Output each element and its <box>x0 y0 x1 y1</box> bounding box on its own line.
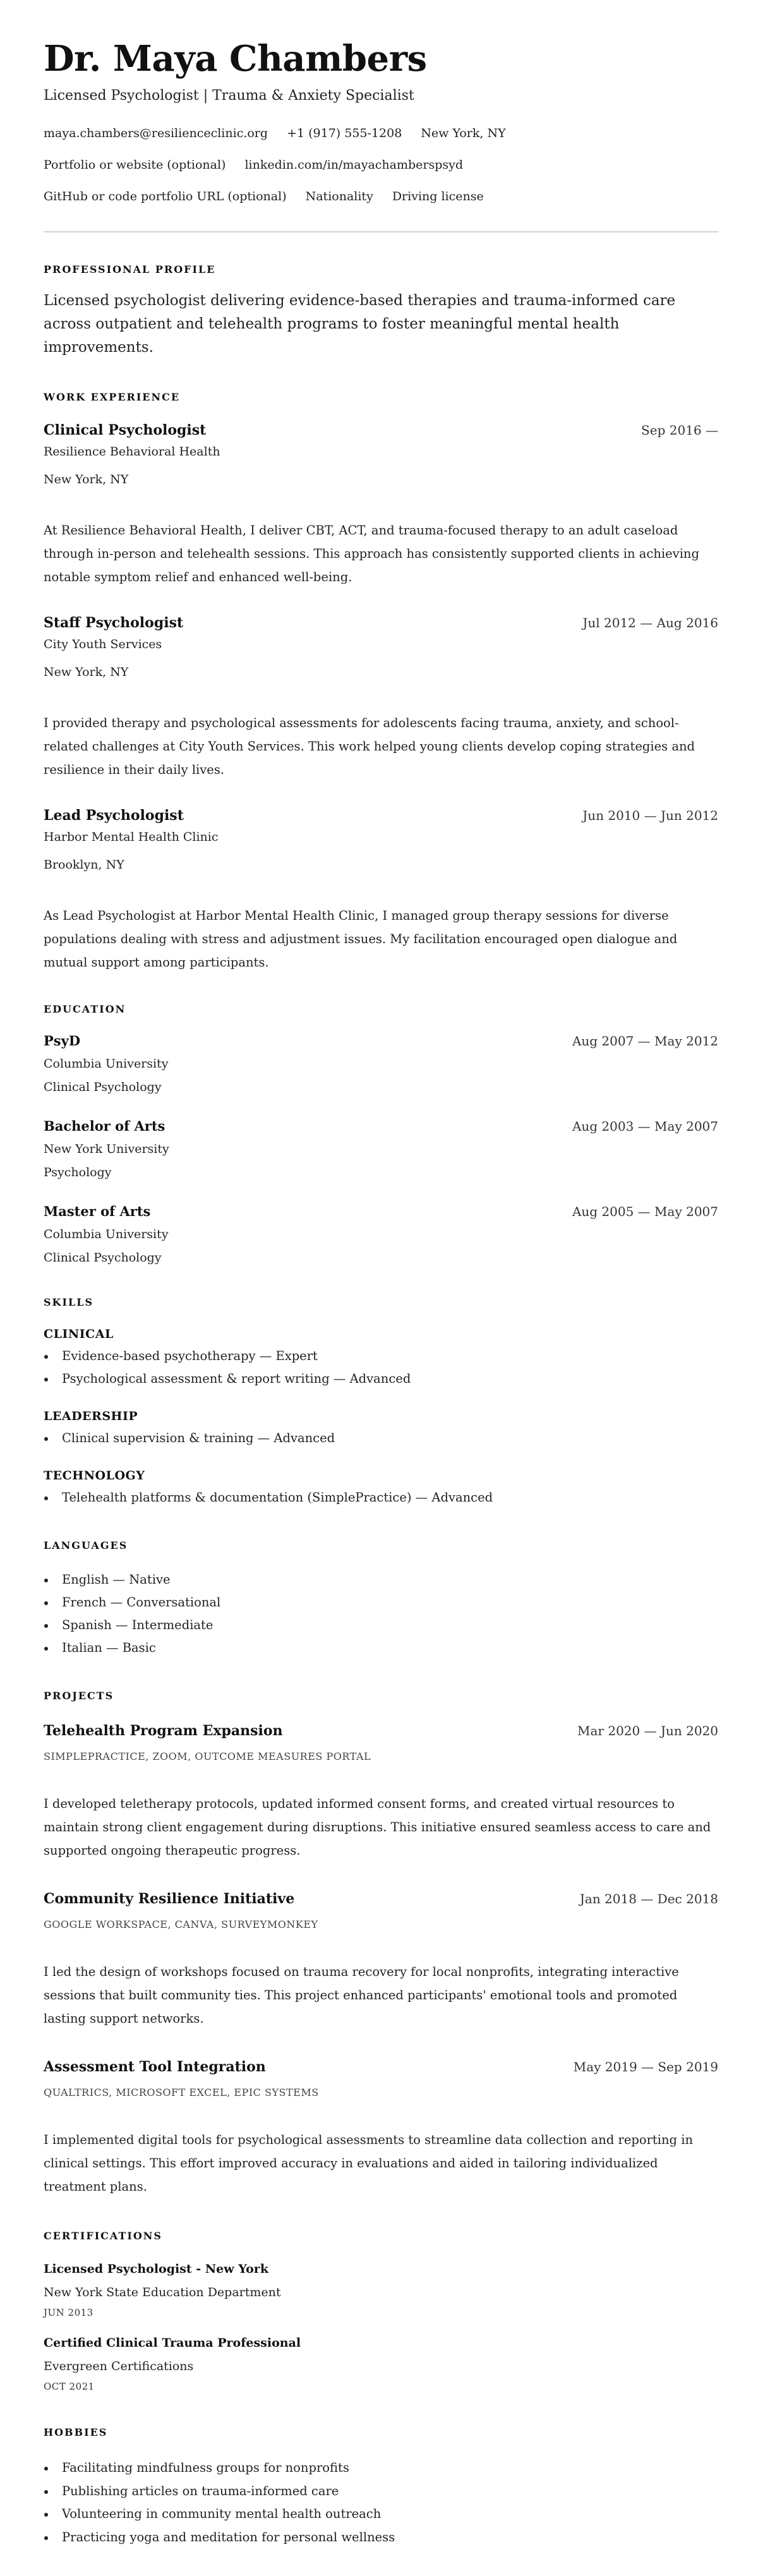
certification-date: OCT 2021 <box>44 2381 95 2392</box>
skill-list <box>44 1486 718 1509</box>
job-header <box>44 421 718 440</box>
candidate-name: Dr. Maya Chambers <box>44 38 427 80</box>
section-heading: LANGUAGES <box>44 1539 128 1551</box>
contact-nationality: Nationality <box>305 190 373 203</box>
skill-item: Psychological assessment & report writing — Advanced <box>44 1368 718 1390</box>
project-entry <box>44 2057 718 2198</box>
degree-title: PsyD <box>44 1033 81 1049</box>
project-tools: QUALTRICS, MICROSOFT EXCEL, EPIC SYSTEMS <box>44 2086 319 2098</box>
skill-list <box>44 1427 718 1450</box>
candidate-headline: Licensed Psychologist | Trauma & Anxiety Specialist <box>44 88 414 104</box>
education-dates: Aug 2007 — May 2012 <box>572 1033 718 1049</box>
certification-issuer: New York State Education Department <box>44 2285 281 2299</box>
skill-category-heading: CLINICAL <box>44 1327 114 1341</box>
section-heading: CERTIFICATIONS <box>44 2230 162 2242</box>
contact-phone[interactable]: +1 (917) 555-1208 <box>287 126 402 140</box>
contact-github[interactable]: GitHub or code portfolio URL (optional) <box>44 190 287 203</box>
school-name: Columbia University <box>44 1227 169 1241</box>
contact-email[interactable]: maya.chambers@resilienceclinic.org <box>44 126 268 140</box>
contact-location: New York, NY <box>421 126 506 140</box>
skill-item: Telehealth platforms & documentation (SimplePractice) — Advanced <box>44 1486 718 1509</box>
hobby-item: Facilitating mindfulness groups for nonprofits <box>44 2457 718 2480</box>
field-of-study: Clinical Psychology <box>44 1080 162 1094</box>
project-header <box>44 1721 718 1740</box>
certification-entry <box>44 2261 718 2320</box>
education-section <box>44 1002 718 1266</box>
project-description: I developed teletherapy protocols, updated informed consent forms, and created virtual resources to maintain strong client engagement during disruptions. This initiative ensured seamless access to care and supported ongoing therapeutic progress. <box>44 1797 711 1858</box>
section-heading: HOBBIES <box>44 2426 108 2438</box>
job-description: As Lead Psychologist at Harbor Mental Health Clinic, I managed group therapy sessions for diverse populations dealing with stress and adjustment issues. My facilitation encouraged open dialogue and mutual support among participants. <box>44 908 678 970</box>
languages-list <box>44 1568 718 1659</box>
skill-category-heading: TECHNOLOGY <box>44 1469 145 1483</box>
experience-section <box>44 390 718 974</box>
language-item: Italian — Basic <box>44 1637 718 1659</box>
skill-item: Clinical supervision & training — Advanced <box>44 1427 718 1450</box>
field-of-study: Clinical Psychology <box>44 1251 162 1265</box>
degree-title: Bachelor of Arts <box>44 1118 165 1134</box>
certification-date: JUN 2013 <box>44 2307 93 2318</box>
job-entry <box>44 421 718 589</box>
job-title: Staff Psychologist <box>44 615 184 631</box>
project-entry <box>44 1889 718 2030</box>
contact-portfolio[interactable]: Portfolio or website (optional) <box>44 158 226 172</box>
job-description: I provided therapy and psychological assessments for adolescents facing trauma, anxiety, and school-related challenges at City Youth Services. This work helped young clients develop coping strategies and resilience in their daily lives. <box>44 716 695 777</box>
job-title: Clinical Psychologist <box>44 422 207 438</box>
projects-section <box>44 1688 718 2198</box>
hobby-item: Volunteering in community mental health outreach <box>44 2503 718 2526</box>
job-title: Lead Psychologist <box>44 807 184 824</box>
education-entry <box>44 1202 718 1266</box>
skill-list <box>44 1345 718 1390</box>
contact-linkedin[interactable]: linkedin.com/in/mayachamberspsyd <box>244 158 464 172</box>
job-entry <box>44 806 718 974</box>
language-item: Spanish — Intermediate <box>44 1614 718 1637</box>
certification-entry <box>44 2335 718 2393</box>
job-header <box>44 613 718 632</box>
hobbies-section <box>44 2425 718 2549</box>
certification-name: Licensed Psychologist - New York <box>44 2262 268 2276</box>
contact-driving-license: Driving license <box>392 190 484 203</box>
section-heading: SKILLS <box>44 1296 93 1308</box>
job-company: City Youth Services <box>44 637 162 651</box>
resume-header <box>44 38 718 206</box>
section-heading: EDUCATION <box>44 1003 126 1015</box>
project-entry <box>44 1721 718 1862</box>
education-header <box>44 1032 718 1050</box>
header-divider <box>44 231 718 232</box>
project-tools: GOOGLE WORKSPACE, CANVA, SURVEYMONKEY <box>44 1918 318 1930</box>
language-item: French — Conversational <box>44 1591 718 1614</box>
contact-row <box>44 187 718 206</box>
education-entry <box>44 1117 718 1181</box>
job-location: New York, NY <box>44 665 129 679</box>
certification-name: Certified Clinical Trauma Professional <box>44 2336 301 2350</box>
project-description: I implemented digital tools for psychological assessments to streamline data collection and reporting in clinical settings. This effort improved accuracy in evaluations and aided in tailoring individualized treatment plans. <box>44 2133 694 2194</box>
field-of-study: Psychology <box>44 1165 112 1179</box>
job-dates: Sep 2016 — <box>641 423 718 438</box>
project-title: Community Resilience Initiative <box>44 1891 295 1907</box>
project-title: Telehealth Program Expansion <box>44 1723 283 1739</box>
skill-category-heading: LEADERSHIP <box>44 1409 138 1423</box>
job-header <box>44 806 718 825</box>
job-company: Harbor Mental Health Clinic <box>44 830 219 844</box>
job-company: Resilience Behavioral Health <box>44 445 220 459</box>
skill-item: Evidence-based psychotherapy — Expert <box>44 1345 718 1368</box>
school-name: New York University <box>44 1142 169 1156</box>
school-name: Columbia University <box>44 1057 169 1071</box>
job-description: At Resilience Behavioral Health, I deliver CBT, ACT, and trauma-focused therapy to an adult caseload through in-person and telehealth sessions. This approach has consistently supported clients in achieving notable symptom relief and enhanced well-being. <box>44 523 699 584</box>
project-header <box>44 1889 718 1908</box>
section-heading: WORK EXPERIENCE <box>44 391 181 403</box>
job-dates: Jun 2010 — Jun 2012 <box>582 808 718 823</box>
project-dates: Jan 2018 — Dec 2018 <box>579 1891 718 1906</box>
education-header <box>44 1202 718 1221</box>
education-header <box>44 1117 718 1136</box>
education-entry <box>44 1032 718 1095</box>
project-dates: May 2019 — Sep 2019 <box>573 2059 718 2074</box>
skills-section <box>44 1295 718 1509</box>
job-location: Brooklyn, NY <box>44 858 124 872</box>
language-item: English — Native <box>44 1568 718 1591</box>
contact-row <box>44 124 718 143</box>
certifications-section <box>44 2229 718 2393</box>
profile-summary: Licensed psychologist delivering evidence-based therapies and trauma-informed care across outpatient and telehealth programs to foster meaningful mental health improvements. <box>44 292 676 356</box>
contact-row <box>44 155 718 174</box>
section-heading: PROFESSIONAL PROFILE <box>44 263 216 275</box>
section-heading: PROJECTS <box>44 1690 114 1702</box>
job-entry <box>44 613 718 781</box>
project-dates: Mar 2020 — Jun 2020 <box>577 1723 718 1738</box>
education-dates: Aug 2003 — May 2007 <box>572 1119 718 1134</box>
degree-title: Master of Arts <box>44 1203 151 1219</box>
hobbies-list <box>44 2457 718 2549</box>
project-header <box>44 2057 718 2076</box>
certification-issuer: Evergreen Certifications <box>44 2359 194 2373</box>
profile-section <box>44 262 718 359</box>
hobby-item: Publishing articles on trauma-informed care <box>44 2480 718 2503</box>
hobby-item: Practicing yoga and meditation for personal wellness <box>44 2526 718 2549</box>
project-description: I led the design of workshops focused on trauma recovery for local nonprofits, integrating interactive sessions that built community ties. This project enhanced participants' emotional tools and promoted lasting support networks. <box>44 1965 679 2026</box>
project-tools: SIMPLEPRACTICE, ZOOM, OUTCOME MEASURES PORTAL <box>44 1750 371 1762</box>
languages-section <box>44 1538 718 1659</box>
job-location: New York, NY <box>44 472 129 486</box>
job-dates: Jul 2012 — Aug 2016 <box>582 615 718 630</box>
project-title: Assessment Tool Integration <box>44 2059 266 2075</box>
education-dates: Aug 2005 — May 2007 <box>572 1204 718 1219</box>
